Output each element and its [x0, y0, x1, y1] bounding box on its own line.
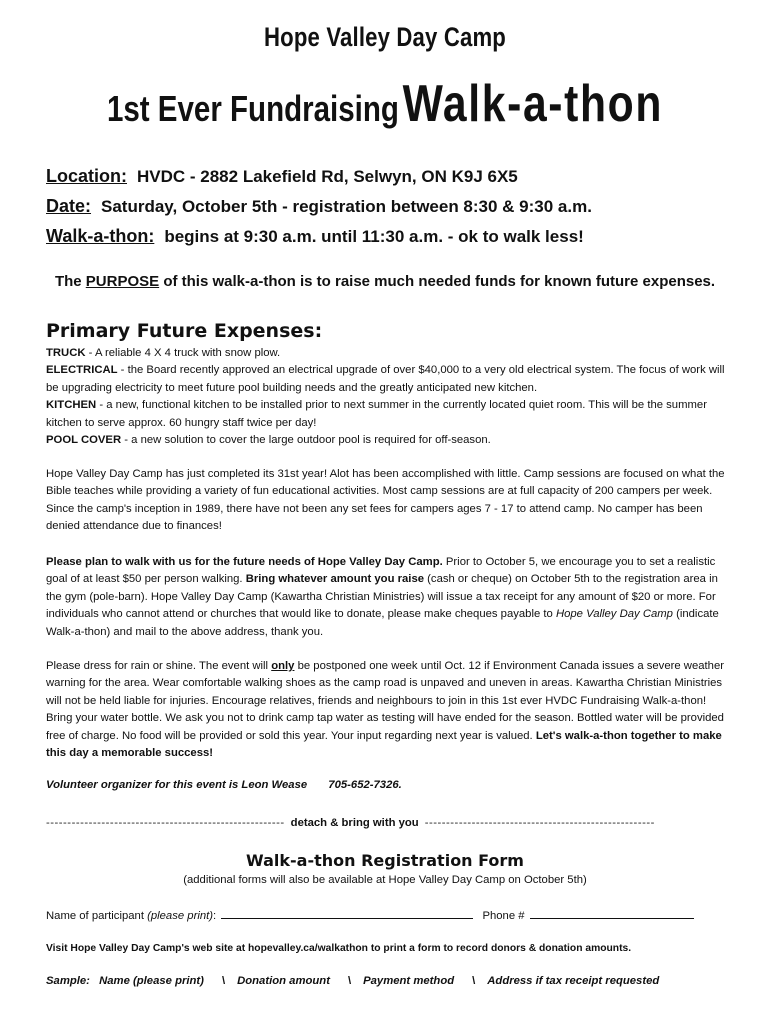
walk-line — [46, 226, 584, 247]
expense-item: TRUCK - A reliable 4 X 4 truck with snow plow. — [46, 347, 281, 359]
form-subtitle: (additional forms will also be available at Hope Valley Day Camp on October 5th) — [183, 874, 587, 886]
date-label: Date: — [46, 196, 92, 216]
event-title — [69, 74, 700, 134]
sample-label: Sample: — [46, 975, 90, 987]
expense-item: POOL COVER - a new solution to cover the large outdoor pool is required for off-season. — [46, 434, 491, 447]
expenses-heading: Primary Future Expenses: — [46, 320, 323, 342]
purpose-pre: The — [54, 273, 82, 290]
participant-line: Name of participant (please print): Phone # — [46, 908, 694, 922]
purpose-post: of this walk-a-thon is to raise much needed funds for known future expenses. — [163, 273, 716, 290]
location-value: HVDC - 2882 Lakefield Rd, Selwyn, ON K9J 6X5 — [137, 167, 518, 186]
camp-title: Hope Valley Day Camp — [263, 22, 507, 52]
weather-paragraph: Please dress for rain or shine. The event will only be postponed one week until Oct. 12 if Environment Canada issues a severe weather warning for the area. Wear comfortable walking shoes as the camp road is unpaved and uneven in areas. Kawartha Christian Ministries will not be held liable for injuries. Encourage relatives, friends and neighbours to join in this 1st ever HVDC Fundraising Walk-a-thon! Bring your water bottle. We ask you not to drink camp tap water as testing will have ended for the season. Bottled water will be provided free of charge. No food will be provided or sold this year. Your input regarding next year is valued. Let's walk-a-thon together to make this day a memorable success! — [46, 660, 724, 760]
about-paragraph: Hope Valley Day Camp has just completed its 31st year! Alot has been accomplished with little. Camp sessions are focused on what the Bible teaches while providing a variety of fun educational activities. Most camp sessions are at full capacity of 200 campers per week. Since the camp's inception in 1989, there have not been any set fees for campers ages 7 - 17 to attend camp. No camper has been denied attendance due to finances! — [46, 468, 725, 533]
expense-item: ELECTRICAL - the Board recently approved an electrical upgrade of over $40,000 to a very old electrical system. The focus of work will be upgrading electricity to meet future pool building needs and the greatly anticipated new kitchen. — [46, 364, 725, 394]
walk-label: Walk-a-thon: — [46, 226, 155, 246]
location-line — [46, 166, 518, 187]
sample-col-amount: Donation amount — [237, 975, 330, 987]
expenses-list — [46, 345, 726, 449]
walk-value: begins at 9:30 a.m. until 11:30 a.m. - ok to walk less! — [164, 227, 584, 246]
phone-label: Phone # — [482, 910, 525, 922]
participant-name-field[interactable] — [221, 908, 473, 919]
sample-line: Sample: Name (please print) \ Donation amount \ Payment method \ Address if tax receipt requested — [46, 975, 660, 987]
phone-field[interactable] — [530, 908, 694, 919]
detach-label: detach & bring with you — [290, 817, 419, 829]
volunteer-text: Volunteer organizer for this event is Leon Wease — [46, 779, 308, 791]
date-value: Saturday, October 5th - registration between 8:30 & 9:30 a.m. — [101, 197, 592, 216]
location-label: Location: — [46, 166, 127, 186]
sample-col-address: Address if tax receipt requested — [487, 975, 660, 987]
event-title-main: Walk-a-thon — [402, 75, 664, 133]
date-line — [46, 196, 592, 217]
plan-paragraph: Please plan to walk with us for the future needs of Hope Valley Day Camp. Prior to October 5, we encourage you to set a realistic goal of at least $50 per person walking. Bring whatever amount you raise (cash or cheque) on October 5th to the registration area in the gym (pole-barn). Hope Valley Day Camp (Kawartha Christian Ministries) will issue a tax receipt for any amount of $20 or more. For individuals who cannot attend or churches that would like to donate, please make cheques payable to Hope Valley Day Camp (indicate Walk-a-thon) and mail to the above address, thank you. — [46, 556, 719, 638]
form-title: Walk-a-thon Registration Form — [246, 851, 524, 870]
visit-website-line: Visit Hope Valley Day Camp's web site at hopevalley.ca/walkathon to print a form to record donors & donation amounts. — [46, 943, 632, 954]
purpose-keyword: PURPOSE — [85, 273, 160, 290]
participant-label: Name of participant — [46, 910, 148, 922]
expense-item: KITCHEN - a new, functional kitchen to be installed prior to next summer in the currently located quiet room. This will be the summer kitchen to serve approx. 60 hungry staff twice per day! — [46, 399, 707, 429]
event-title-prefix: 1st Ever Fundraising — [106, 88, 399, 129]
detach-line: -------------------------------------------------------- detach & bring with you ------------------------------------------------------ — [46, 817, 655, 829]
purpose-statement — [0, 273, 770, 290]
sample-col-method: Payment method — [363, 975, 455, 987]
sample-col-name: Name (please print) — [99, 975, 204, 987]
volunteer-phone: 705-652-7326. — [328, 779, 402, 791]
volunteer-line — [46, 779, 402, 791]
